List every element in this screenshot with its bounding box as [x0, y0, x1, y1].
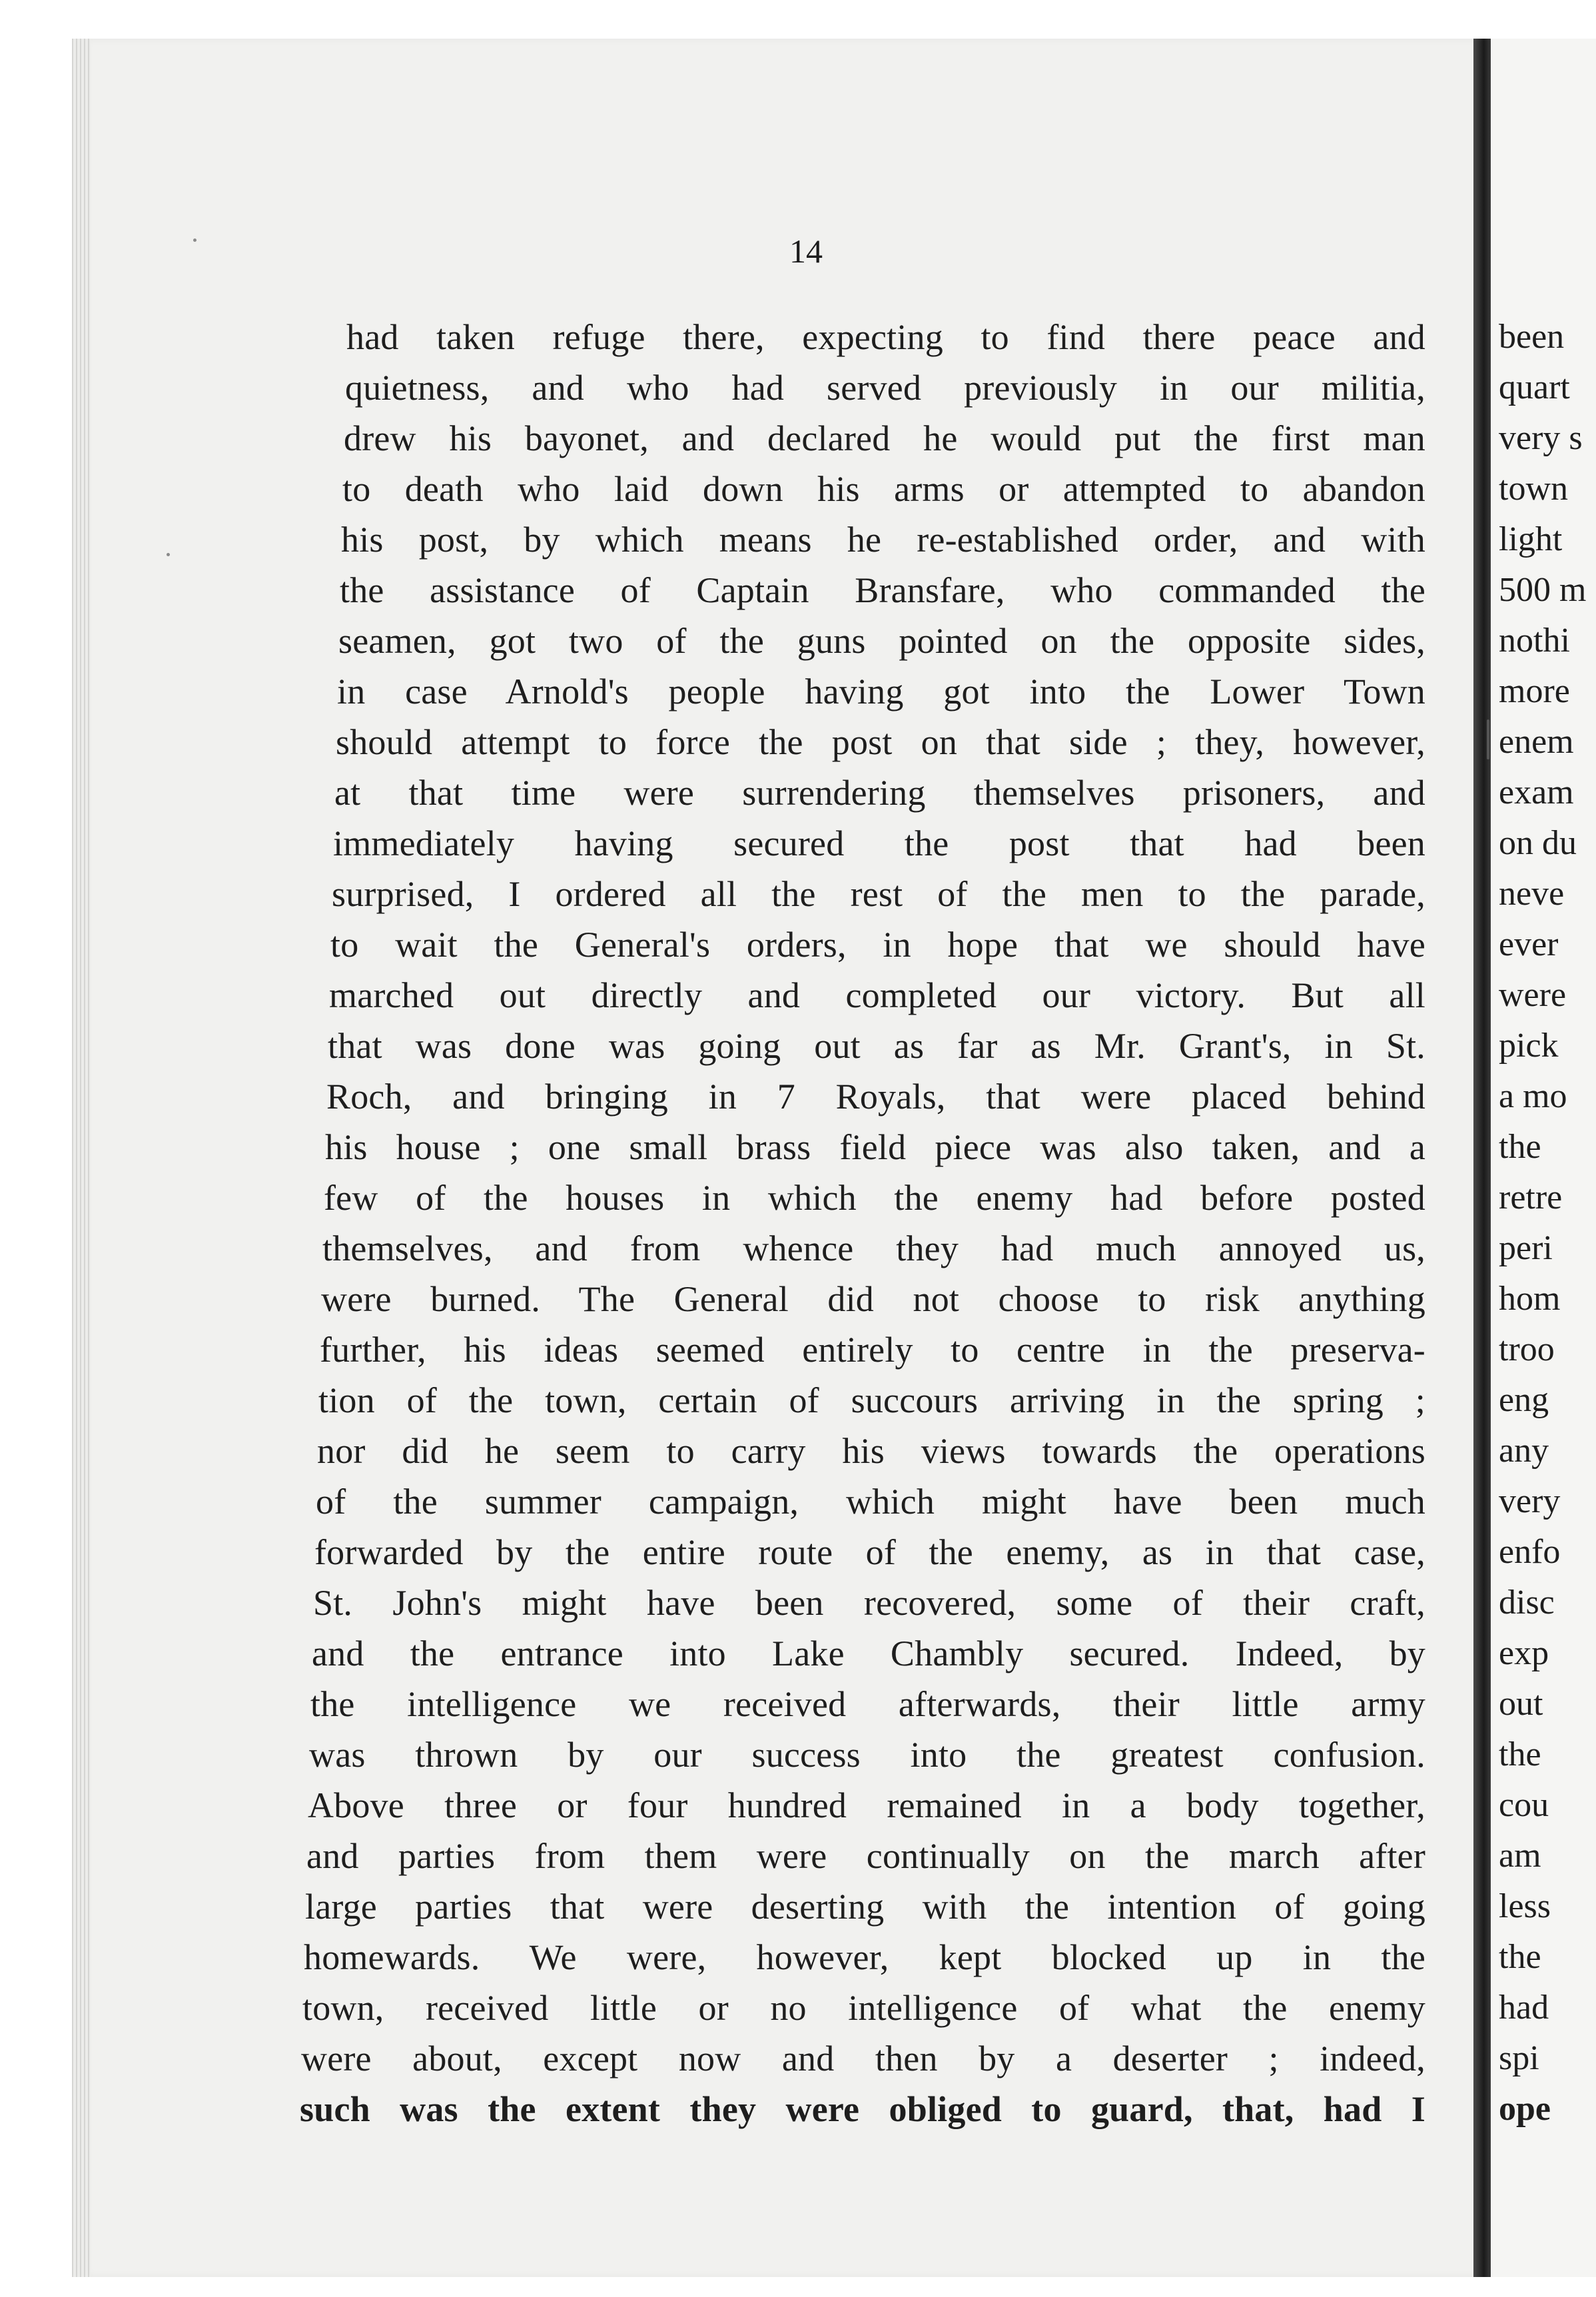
text-line: his post, by which means he re-established order, and with — [341, 520, 1425, 560]
text-line: the intelligence we received afterwards, their little army — [310, 1684, 1425, 1724]
right-page-line: the — [1499, 1128, 1541, 1166]
text-line: immediately having secured the post that had been — [333, 823, 1425, 863]
right-page-line: enfo — [1499, 1533, 1561, 1571]
text-line: forwarded by the entire route of the enemy, as in that case, — [314, 1532, 1425, 1572]
right-page-text — [1499, 312, 1596, 2134]
text-line: Above three or four hundred remained in a body together, — [308, 1785, 1425, 1825]
right-page-line: quart — [1499, 368, 1570, 406]
right-page-line: been — [1499, 318, 1565, 356]
page-number: 14 — [789, 232, 823, 270]
text-line: drew his bayonet, and declared he would put the first man — [344, 418, 1425, 458]
text-line: that was done was going out as far as Mr. Grant's, in St. — [328, 1026, 1425, 1066]
right-page-line: cou — [1499, 1786, 1549, 1824]
text-line: further, his ideas seemed entirely to centre in the preserva- — [320, 1330, 1425, 1370]
right-page-line: eng — [1499, 1381, 1549, 1419]
right-page-line: troo — [1499, 1330, 1555, 1368]
right-page-line: had — [1499, 1989, 1549, 2027]
text-line: the assistance of Captain Bransfare, who commanded the — [340, 570, 1425, 610]
right-page-line: the — [1499, 1735, 1541, 1773]
text-line: to death who laid down his arms or attempted to abandon — [342, 469, 1425, 509]
right-page-line: ope — [1499, 2090, 1551, 2128]
right-page-line: less — [1499, 1887, 1551, 1925]
right-page-line: pick — [1499, 1027, 1559, 1065]
text-line: seamen, got two of the guns pointed on the opposite sides, — [338, 621, 1425, 661]
text-line: were about, except now and then by a deserter ; indeed, — [301, 2039, 1425, 2078]
page-edges — [72, 39, 91, 2277]
right-page-line: disc — [1499, 1584, 1555, 1621]
text-line: quietness, and who had served previously in our militia, — [345, 368, 1425, 408]
text-line: to wait the General's orders, in hope that we should have — [330, 925, 1425, 965]
text-line: were burned. The General did not choose to risk anything — [321, 1279, 1425, 1319]
right-page-line: exp — [1499, 1634, 1549, 1672]
right-page-line: ever — [1499, 925, 1559, 963]
right-page-line: any — [1499, 1432, 1549, 1470]
right-page-line: were — [1499, 976, 1567, 1014]
right-page-line: very — [1499, 1482, 1561, 1520]
text-line: St. John's might have been recovered, some of their craft, — [313, 1583, 1425, 1623]
right-page-line: out — [1499, 1685, 1543, 1723]
right-page-line: light — [1499, 520, 1563, 558]
right-page-line: am — [1499, 1837, 1541, 1875]
right-page-line: town — [1499, 470, 1568, 508]
text-line: homewards. We were, however, kept blocked up in the — [304, 1937, 1425, 1977]
text-line: of the summer campaign, which might have been much — [316, 1482, 1425, 1522]
text-line: themselves, and from whence they had much annoyed us, — [322, 1228, 1425, 1268]
right-page-line: peri — [1499, 1229, 1553, 1267]
text-line: at that time were surrendering themselves prisoners, and — [334, 773, 1425, 813]
text-line: tion of the town, certain of succours arriving in the spring ; — [318, 1380, 1425, 1420]
scan-speck — [193, 238, 197, 242]
right-page-line: the — [1499, 1938, 1541, 1976]
text-line: was thrown by our success into the greatest confusion. — [309, 1735, 1425, 1775]
right-page-line: neve — [1499, 875, 1565, 913]
scan-speck — [1487, 719, 1489, 759]
text-line: Roch, and bringing in 7 Royals, that were placed behind — [326, 1077, 1425, 1117]
right-page-line: a mo — [1499, 1077, 1567, 1115]
right-page-line: nothi — [1499, 622, 1570, 660]
right-page-line: on du — [1499, 824, 1577, 862]
text-line: had taken refuge there, expecting to find there peace and — [346, 317, 1425, 357]
right-page-line: enem — [1499, 723, 1574, 761]
right-page-line: very s — [1499, 419, 1583, 457]
right-page-line: exam — [1499, 773, 1574, 811]
text-line: and parties from them were continually on the march after — [306, 1836, 1425, 1876]
text-line: town, received little or no intelligence of what the enemy — [302, 1988, 1425, 2028]
right-page-line: spi — [1499, 2039, 1539, 2077]
text-line: and the entrance into Lake Chambly secured. Indeed, by — [312, 1633, 1425, 1673]
text-line: such was the extent they were obliged to guard, that, had I — [300, 2089, 1425, 2129]
right-page-line: retre — [1499, 1178, 1563, 1216]
right-page-line: more — [1499, 672, 1570, 710]
text-line: should attempt to force the post on that side ; they, however, — [336, 722, 1425, 762]
text-line: surprised, I ordered all the rest of the men to the parade, — [332, 874, 1425, 914]
text-line: his house ; one small brass field piece was also taken, and a — [325, 1127, 1425, 1167]
text-line: few of the houses in which the enemy had before posted — [324, 1178, 1425, 1218]
right-page-line: 500 m — [1499, 571, 1587, 609]
text-line: marched out directly and completed our victory. But all — [329, 975, 1425, 1015]
scan-speck — [167, 553, 170, 556]
text-line: in case Arnold's people having got into the Lower Town — [337, 672, 1425, 711]
body-text — [300, 312, 1425, 2134]
text-line: large parties that were deserting with the intention of going — [305, 1887, 1425, 1927]
book-gutter — [1473, 39, 1491, 2277]
text-line: nor did he seem to carry his views towards the operations — [317, 1431, 1425, 1471]
right-page-line: hom — [1499, 1280, 1561, 1318]
